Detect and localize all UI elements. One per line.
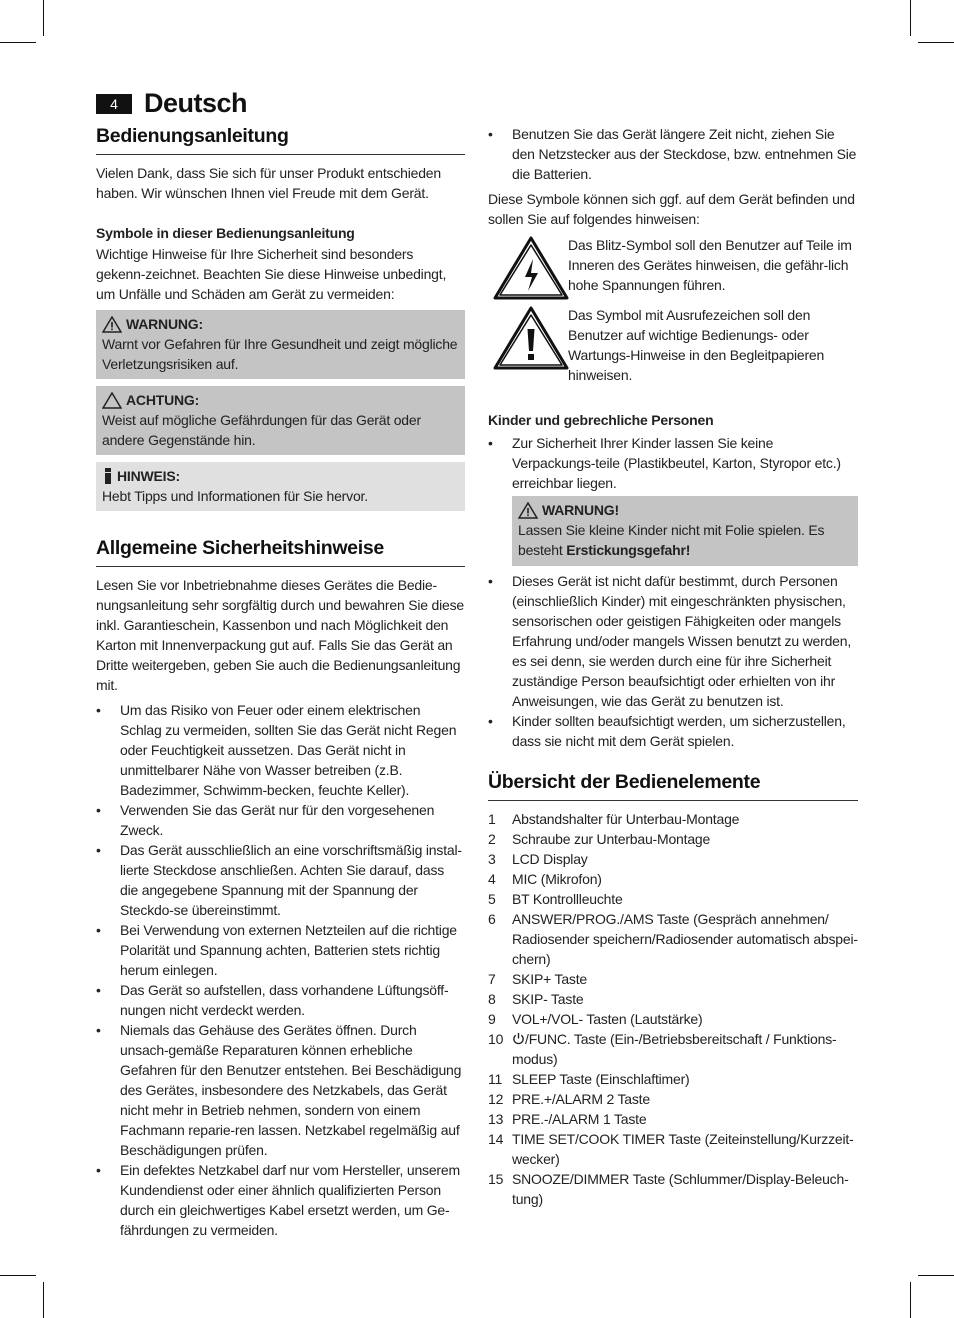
lightning-warning-icon (492, 235, 570, 301)
symbols-text: Wichtige Hinweise für Ihre Sicherheit sind besonders gekenn-zeichnet. Beachten Sie diese Hinweise unbedingt, um Unfälle und Schäden am Gerät zu vermeiden: (96, 246, 447, 302)
list-item: 9 VOL+/VOL- Tasten (Lautstärke) (488, 1011, 703, 1027)
caution-box (96, 386, 465, 455)
crop-mark (43, 1282, 44, 1318)
controls-heading: Übersicht der Bedienelemente (488, 771, 858, 801)
children-list-2 (488, 571, 858, 751)
crop-mark (910, 1282, 911, 1318)
children-warning-title: WARNUNG! (542, 502, 619, 518)
battery-list (488, 124, 858, 184)
note-box (96, 462, 465, 511)
safety-list (96, 700, 465, 1240)
list-item: 11 SLEEP Taste (Einschlaftimer) (488, 1071, 690, 1087)
list-item: 12 PRE.+/ALARM 2 Taste (488, 1091, 650, 1107)
intro-heading: Bedienungsanleitung (96, 125, 465, 155)
controls-list (488, 809, 858, 1209)
list-item: • Ein defektes Netzkabel darf nur vom Hersteller, unserem Kundendienst oder einer ähnlich qualifizierten Person durch ein gleichwertiges Kabel ersetzt werden, um Ge-fährdungen zu vermeiden. (96, 1160, 465, 1240)
page-header (96, 88, 247, 119)
list-item: • Benutzen Sie das Gerät längere Zeit nicht, ziehen Sie den Netzstecker aus der Steckdose, bzw. entnehmen Sie die Batterien. (488, 124, 858, 184)
warning-triangle-icon (518, 502, 538, 519)
list-item: 5 BT Kontrollleuchte (488, 891, 623, 907)
list-item: • Um das Risiko von Feuer oder einem elektrischen Schlag zu vermeiden, sollten Sie das Gerät nicht Regen oder Feuchtigkeit aussetzen. Das Gerät nicht in unmittelbarer Nähe von Wasser betreiben (z.B. Badezimmer, Schwimm-becken, feuchte Keller). (96, 700, 465, 800)
crop-mark (0, 1275, 36, 1276)
list-item: • Dieses Gerät ist nicht dafür bestimmt, durch Personen (einschließlich Kinder) mit eingeschränkten physischen, sensorischen oder geistigen Fähigkeiten oder mangels Erfahrung und/oder mangels Wissen benutzt zu werden, es sei denn, sie werden durch eine für ihre Sicherheit zuständige Person beaufsichtigt oder erhielten von ihr Anweisungen, wie das Gerät zu benutzen ist. (488, 571, 858, 711)
note-text: Hebt Tipps und Informationen für Sie hervor. (102, 488, 368, 504)
list-item: • Das Gerät so aufstellen, dass vorhandene Lüftungsöff-nungen nicht verdeckt werden. (96, 980, 465, 1020)
page-number: 4 (96, 94, 132, 114)
crop-mark (918, 1275, 954, 1276)
list-item: 2 Schraube zur Unterbau-Montage (488, 831, 711, 847)
exclamation-warning-icon (492, 305, 570, 371)
list-item: 8 SKIP- Taste (488, 991, 584, 1007)
list-item: 3 LCD Display (488, 851, 588, 867)
list-item: • Bei Verwendung von externen Netzteilen auf die richtige Polarität und Spannung achten, Batterien stets richtig herum einlegen. (96, 920, 465, 980)
crop-mark (0, 42, 36, 43)
exclaim-symbol-row (488, 305, 858, 385)
symbols-intro: Diese Symbole können sich ggf. auf dem Gerät befinden und sollen Sie auf folgendes hinweisen: (488, 191, 855, 227)
crop-mark (918, 42, 954, 43)
list-item: • Zur Sicherheit Ihrer Kinder lassen Sie keine Verpackungs-teile (Plastikbeutel, Karton, Styropor etc.) erreichbar liegen. (488, 433, 858, 493)
list-item: 13 PRE.-/ALARM 1 Taste (488, 1111, 647, 1127)
note-title: HINWEIS: (117, 468, 180, 484)
list-item: 14 TIME SET/COOK TIMER Taste (Zeiteinstellung/Kurzzeit-wecker) (488, 1131, 854, 1167)
list-item: • Kinder sollten beaufsichtigt werden, um sicherzustellen, dass sie nicht mit dem Gerät spielen. (488, 711, 858, 751)
list-item: • Das Gerät ausschließlich an eine vorschriftsmäßig instal-lierte Steckdose anschließen. Achten Sie darauf, dass die angegebene Spannung mit der Spannung der Steckdo-se übereinstimmt. (96, 840, 465, 920)
warning-title: WARNUNG: (126, 316, 203, 332)
children-warning-text: Lassen Sie kleine Kinder nicht mit Folie spielen. Es besteht (518, 522, 825, 558)
list-item: 1 Abstandshalter für Unterbau-Montage (488, 811, 740, 827)
list-item: 15 SNOOZE/DIMMER Taste (Schlummer/Display-Beleuch-tung) (488, 1171, 849, 1207)
warning-triangle-icon (102, 316, 122, 333)
list-item: 4 MIC (Mikrofon) (488, 871, 602, 887)
lightning-text: Das Blitz-Symbol soll den Benutzer auf Teile im Inneren des Gerätes hinweisen, die gefähr-lich hohe Spannungen führen. (568, 237, 852, 293)
exclaim-text: Das Symbol mit Ausrufezeichen soll den Benutzer auf wichtige Bedienungs- oder Wartungs-Hinweise in den Begleitpapieren hinweisen. (568, 307, 825, 383)
children-warning-box (512, 496, 858, 566)
caution-title: ACHTUNG: (126, 392, 200, 408)
children-list-1 (488, 433, 858, 493)
safety-heading: Allgemeine Sicherheitshinweise (96, 537, 465, 567)
warning-box (96, 310, 465, 379)
language-title: Deutsch (144, 88, 248, 118)
caution-text: Weist auf mögliche Gefährdungen für das Gerät oder andere Gegenstände hin. (102, 412, 421, 448)
crop-mark (910, 0, 911, 36)
list-item: 6 ANSWER/PROG./AMS Taste (Gespräch annehmen/ Radiosender speichern/Radiosender automatisch abspei-chern) (488, 911, 858, 967)
power-icon (512, 1032, 525, 1045)
info-icon (102, 468, 114, 485)
children-heading: Kinder und gebrechliche Personen (488, 412, 714, 428)
lightning-symbol-row (488, 235, 858, 306)
crop-mark (43, 0, 44, 36)
list-item: • Verwenden Sie das Gerät nur für den vorgesehenen Zweck. (96, 800, 465, 840)
symbols-heading: Symbole in dieser Bedienungsanleitung (96, 225, 355, 241)
warning-text: Warnt vor Gefahren für Ihre Gesundheit und zeigt mögliche Verletzungsrisiken auf. (102, 336, 458, 372)
intro-text: Vielen Dank, dass Sie sich für unser Produkt entschieden haben. Wir wünschen Ihnen viel Freude mit dem Gerät. (96, 165, 441, 201)
list-item: 7 SKIP+ Taste (488, 971, 587, 987)
safety-intro: Lesen Sie vor Inbetriebnahme dieses Gerätes die Bedie-nungsanleitung sehr sorgfältig durch und bewahren Sie diese inkl. Garantieschein, Kassenbon und nach Möglichkeit den Karton mit Innenverpackung gut auf. Falls Sie das Gerät an Dritte weitergeben, geben Sie auch die Bedienungsanleitung mit. (96, 577, 465, 693)
children-warning-bold: Erstickungsgefahr! (566, 542, 691, 558)
caution-triangle-icon (102, 392, 122, 409)
list-item: 10 /FUNC. Taste (Ein-/Betriebsbereitschaft / Funktions-modus) (488, 1031, 837, 1067)
list-item: • Niemals das Gehäuse des Gerätes öffnen. Durch unsach-gemäße Reparaturen können erhebliche Gefahren für den Benutzer entstehen. Bei Beschädigung des Gerätes, insbesondere des Netzkabels, das Gerät nicht mehr in Betrieb nehmen, sondern von einem Fachmann reparie-ren lassen. Netzkabel regelmäßig auf Beschädigungen prüfen. (96, 1020, 465, 1160)
